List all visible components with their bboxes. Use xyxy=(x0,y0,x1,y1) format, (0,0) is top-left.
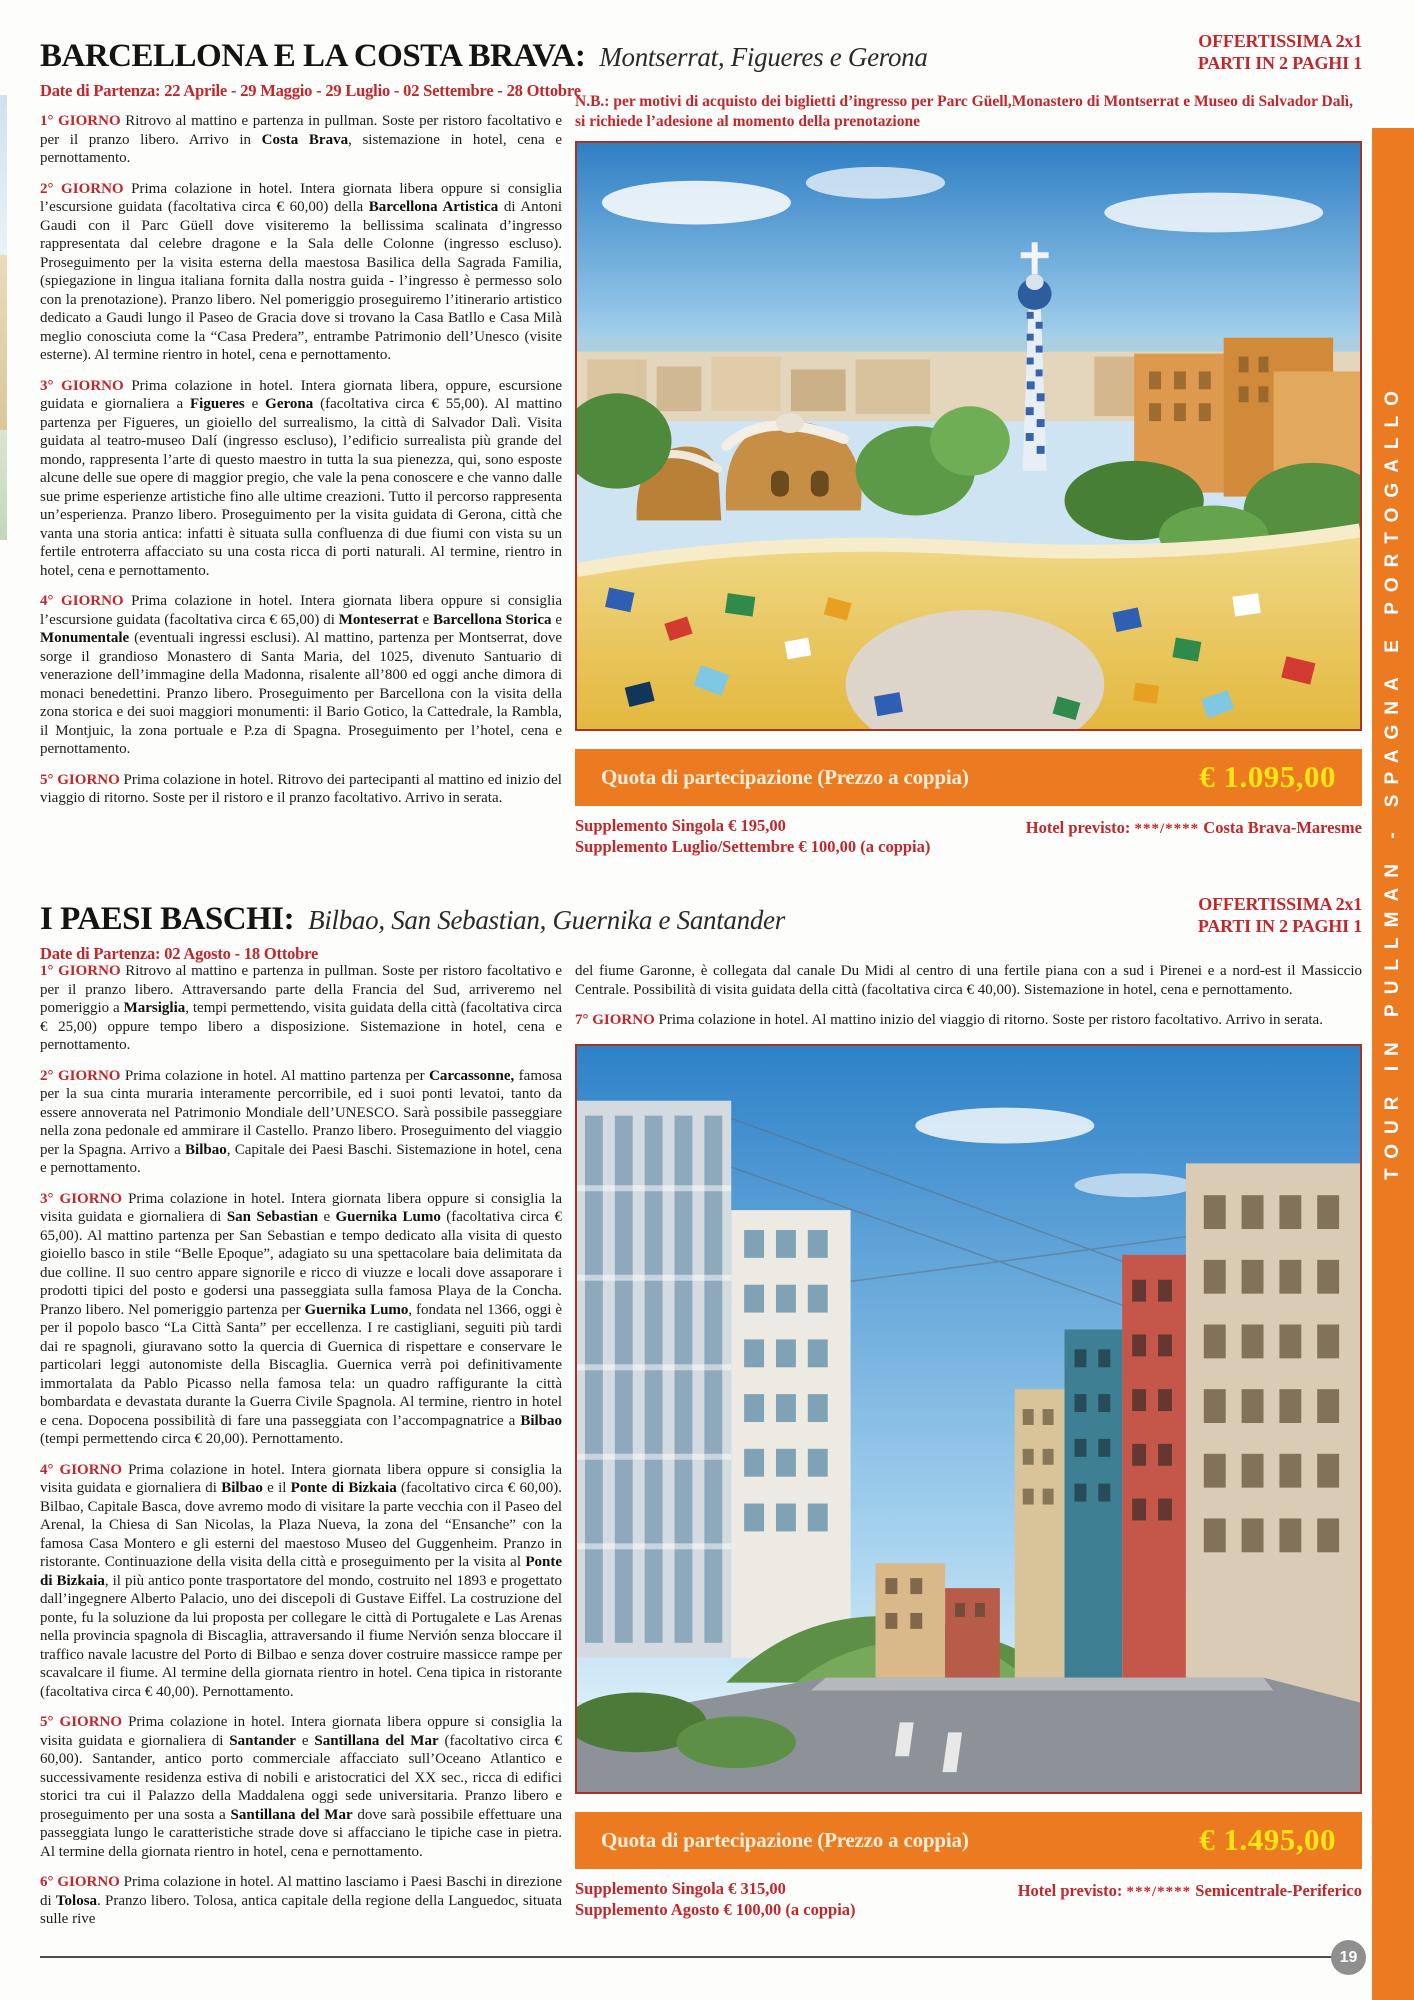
day-paragraph: 4° GIORNO Prima colazione in hotel. Intera giornata libera oppure si consiglia la visita guidata e giornaliera di Bilbao e il Ponte di Bizkaia (facoltativo circa € 60,00). Bilbao, Capitale Basca, dove avremo modo di visitare la parte vecchia con il Paseo del Arenal, la Chiesa di San Nicolas, la Plaza Nueva, la zona del “Ensanche” con la famosa Casa Montero e gli esterni del maestoso Museo del Guggenheim. Pranzo in ristorante. Continuazione della visita della città e proseguimento per la visita al Ponte di Bizkaia, il più antico ponte trasportatore del mondo, costruito nel 1893 e progettato dall’ingegnere Alberto Palacio, uno dei discepoli di Gustave Eiffel. La costruzione del ponte, fu la soluzione da lui proposta per collegare le città di Portugalete e Las Arenas nella provincia spagnola di Biscaglia, attraversando il fiume Nervión senza bloccare il traffico navale lacustre del Porto di Bilbao e senza dover costruire massicce rampe per scavalcare il fiume. Al termine della giornata rientro in hotel. Cena tipica in ristorante (facoltativa circa € 40,00). Pernottamento. xyxy=(40,1461,562,1700)
gaudi-pavilion xyxy=(637,413,862,520)
supplements-barcellona xyxy=(575,815,1362,857)
day-label: 3° GIORNO xyxy=(40,377,132,394)
left-edge-sliver xyxy=(0,95,7,255)
hotel-value: Costa Brava-Maresme xyxy=(1203,818,1362,837)
price-value: € 1.095,00 xyxy=(1199,759,1336,795)
day-paragraph: 3° GIORNO Prima colazione in hotel. Intera giornata libera, oppure, escursione guidata e giornaliera a Figueres e Gerona (facoltativa circa € 55,00). Al mattino partenza per Figueres, un gioiello del surrealismo, la città di Salvador Dalì. Visita guidata al teatro-museo Dalí (ingresso escluso), l’edificio surrealista più grande del mondo, rappresenta l’arte di questo maestro in tutta la sua pienezza, qui, sono esposte alcune delle sue opere di maggior pregio, che vale la pena conoscere e che vanno dalle sue prime esperienze artistiche fino alle ultime creazioni. Tutto il percorso rappresenta un’esperienza. Pranzo libero. Proseguimento per la visita guidata di Gerona, città che vanta una storia antica: infatti è situata sulla confluenza di due fiumi con vista su un fertile entroterra affacciato su una costa ricca di porti naturali. Al termine, rientro in hotel, cena e pernottamento. xyxy=(40,377,562,579)
page-number-badge: 19 xyxy=(1331,1940,1366,1975)
price-bar-paesi-baschi xyxy=(575,1812,1362,1869)
section-subtitle: Bilbao, San Sebastian, Guernika e Santander xyxy=(308,905,785,935)
day-paragraph: 7° GIORNO Prima colazione in hotel. Al mattino inizio del viaggio di ritorno. Soste per ristoro facoltativo. Arrivo in serata. xyxy=(575,1012,1323,1028)
glass-building xyxy=(577,1100,731,1657)
offer-line: OFFERTISSIMA 2x1 xyxy=(1198,31,1362,51)
price-bar-barcellona xyxy=(575,749,1362,806)
supplement-season: Supplemento Agosto € 100,00 (a coppia) xyxy=(575,1899,856,1919)
departure-dates: Date di Partenza: 02 Agosto - 18 Ottobre xyxy=(40,944,319,963)
day-label: 3° GIORNO xyxy=(40,1190,129,1207)
itinerary-barcellona xyxy=(40,112,562,808)
day-label: 1° GIORNO xyxy=(40,113,126,129)
white-building xyxy=(731,1210,850,1658)
barcellona-right-column xyxy=(575,92,1362,857)
day-paragraph: 2° GIORNO Prima colazione in hotel. Intera giornata libera oppure si consiglia l’escursione guidata (facoltativa circa € 60,00) della Barcellona Artistica di Antoni Gaudi con il Parc Güell dove visiteremo la bellissima scalinata d’ingresso rappresentata dal celebre dragone e la Sala delle Colonne (ingresso escluso). Proseguimento per la visita esterna della maestosa Basilica della Sagrada Familia, (spiegazione in lingua italiana fornita dalla nostra guida - l’ingresso è permesso solo con la prenotazione). Pranzo libero. Nel pomeriggio proseguiremo l’itinerario artistico dedicato a Gaudi lungo il Paseo de Gracia dove si trovano la Casa Batllo e Casa Milà meglio conosciuta come la “Casa Predera”, entrambe Patrimonio dell’Unesco (visite esterne). Al termine rientro in hotel, cena e pernottamento. xyxy=(40,180,562,363)
day-paragraph: 5° GIORNO Prima colazione in hotel. Intera giornata libera oppure si consiglia la visita guidata e giornaliera di Santander e Santillana del Mar (facoltativo circa € 60,00). Santander, antico porto commerciale affacciato sull’Oceano Atlantico e successivamente residenza estiva di nobili e aristocratici del XX sec., ricca di edifici storici tra cui il Palazzo della Maddalena oggi sede universitaria. Pranzo libero e proseguimento per una sosta a Santillana del Mar dove sarà possibile effettuare una passeggiata lungo le caratteristiche strade dove si affacciano le tipiche case in pietra. Al termine della giornata rientro in hotel, cena e pernottamento. xyxy=(40,1714,562,1860)
hotel-info xyxy=(1018,1878,1362,1903)
departure-dates: Date di Partenza: 22 Aprile - 29 Maggio - 29 Luglio - 02 Settembre - 28 Ottobre xyxy=(40,81,581,100)
day-paragraph: del fiume Garonne, è collegata dal canale Du Midi al centro di una fertile piana con a sud i Pirenei e a nord-est il Massiccio Centrale. Possibilità di visita guidata della città (facoltativa circa € 40,00). Sistemazione in hotel, cena e pernottamento. xyxy=(575,963,1362,998)
hotel-stars: ***/**** xyxy=(1126,1883,1192,1900)
supplement-single: Supplemento Singola € 195,00 xyxy=(575,816,786,835)
supplement-season: Supplemento Luglio/Settembre € 100,00 (a coppia) xyxy=(575,837,931,856)
itinerary-paesi-baschi-right xyxy=(575,962,1362,1030)
offer-line: PARTI IN 2 PAGHI 1 xyxy=(1197,53,1362,73)
day-label: 7° GIORNO xyxy=(575,1012,659,1028)
price-label: Quota di partecipazione (Prezzo a coppia) xyxy=(601,1827,969,1852)
hotel-label: Hotel previsto: xyxy=(1025,818,1131,837)
side-tab xyxy=(1372,128,1414,2000)
day-label: 6° GIORNO xyxy=(40,1874,124,1890)
hotel-info xyxy=(1026,815,1362,840)
day-label: 2° GIORNO xyxy=(40,180,132,197)
offer-line: OFFERTISSIMA 2x1 xyxy=(1198,894,1362,914)
photo-parc-guell xyxy=(575,141,1362,731)
booking-note: N.B.: per motivi di acquisto dei biglietti d’ingresso per Parc Güell,Monastero di Montserrat e Museo di Salvador Dalì, si richiede l’adesione al momento della prenotazione xyxy=(575,93,1353,130)
price-label: Quota di partecipazione (Prezzo a coppia) xyxy=(601,765,969,790)
section-paesi-baschi-header xyxy=(40,901,785,964)
day-paragraph: 1° GIORNO Ritrovo al mattino e partenza in pullman. Soste per ristoro facoltativo e per il pranzo libero. Arrivo in Costa Brava, sistemazione in hotel, cena e pernottamento. xyxy=(40,113,562,166)
day-label: 5° GIORNO xyxy=(40,771,124,788)
offer-badge xyxy=(1198,30,1362,74)
itinerary-paesi-baschi-left xyxy=(40,962,562,1929)
day-paragraph: 4° GIORNO Prima colazione in hotel. Intera giornata libera oppure si consiglia l’escursione guidata (facoltativa circa € 65,00) di Monteserrat e Barcellona Storica e Monumentale (eventuali ingressi esclusi). Al mattino, partenza per Montserrat, dove sorge il grandioso Monastero di Santa Maria, del 1025, divenuto Santuario di venerazione dell’immagine della Madonna, risalente all’800 ed oggi anche dimora di monaci benedettini. Pranzo libero. Proseguimento per Barcellona con la visita della zona storica e dei suoi maggiori monumenti: il Bario Gotico, la Cattedrale, la Rambla, il Montjuic, la zona portuale e P.za di Spagna. Proseguimento per l’hotel, cena e pernottamento. xyxy=(40,593,562,757)
hotel-label: Hotel previsto: xyxy=(1017,1880,1123,1900)
day-label: 2° GIORNO xyxy=(40,1067,125,1084)
section-title: BARCELLONA E LA COSTA BRAVA: xyxy=(40,38,586,74)
day-label: 5° GIORNO xyxy=(40,1714,129,1730)
left-edge-sliver xyxy=(0,255,7,430)
day-paragraph: 6° GIORNO Prima colazione in hotel. Al mattino lasciamo i Paesi Baschi in direzione di Tolosa. Pranzo libero. Tolosa, antica capitale della regione della Languedoc, situata sulle rive xyxy=(40,1874,562,1927)
footer-rule xyxy=(40,1956,1332,1958)
offer-badge xyxy=(1198,893,1362,937)
day-label: 4° GIORNO xyxy=(40,1461,129,1478)
supplements xyxy=(575,1878,856,1920)
day-label: 1° GIORNO xyxy=(40,963,126,979)
day-paragraph: 3° GIORNO Prima colazione in hotel. Intera giornata libera oppure si consiglia la visita guidata e giornaliera di San Sebastian e Guernika Lumo (facoltativa circa € 65,00). Al mattino partenza per San Sebastian e tempo dedicato alla visita di questo gioiello basco in stile “Belle Epoque”, adagiato su una spettacolare baia delimitata da due colline. Il suo centro appare signorile e ricco di viuzze e locali dove assaporare i prodotti tipici del posto e godersi una passeggiata sulla famosa Playa de la Concha. Pranzo libero. Nel pomeriggio partenza per Guernika Lumo, fondata nel 1366, oggi è per il popolo basco “La Città Santa” per eccellenza. I re castigliani, seguiti più tardi dai re spagnoli, giuravano sotto la quercia di Guernica di rispettare e conservare le particolari leggi autonomiste della Biscaglia. Guernica verrà poi definitivamente immortalata da Pablo Picasso nella famosa tela: un quadro raffigurante la città bombardata e devastata durante la Guerra Civile Spagnola. Al termine, rientro in hotel e cena. Dopocena possibilità di fare una passeggiata con l’accompagnatrice a Bilbao (tempi permettendo circa € 20,00). Pernottamento. xyxy=(40,1190,562,1447)
supplement-single: Supplemento Singola € 315,00 xyxy=(575,1878,786,1898)
hotel-stars: ***/**** xyxy=(1134,821,1200,837)
offer-line: PARTI IN 2 PAGHI 1 xyxy=(1197,916,1362,936)
photo-bilbao-street xyxy=(575,1044,1362,1794)
supplements-paesi-baschi xyxy=(575,1878,1362,1920)
side-tab-label: TOUR IN PULLMAN - SPAGNA E PORTOGALLO xyxy=(1382,381,1403,1180)
price-value: € 1.495,00 xyxy=(1199,1821,1336,1857)
left-edge-sliver xyxy=(0,430,7,540)
day-paragraph: 1° GIORNO Ritrovo al mattino e partenza in pullman. Soste per ristoro facoltativo e per il pranzo libero. Attraversando parte della Francia del Sud, arriveremo nel pomeriggio a Marsiglia, tempi permettendo, visita guidata della città (facoltativa circa € 25,00) oppure tempo libero a disposizione. Sistemazione in hotel, cena e pernottamento. xyxy=(40,963,562,1053)
paesi-baschi-right-column xyxy=(575,962,1362,1920)
section-title: I PAESI BASCHI: xyxy=(40,901,295,937)
day-label: 4° GIORNO xyxy=(40,593,132,609)
supplements xyxy=(575,815,930,857)
day-paragraph: 5° GIORNO Prima colazione in hotel. Ritrovo dei partecipanti al mattino ed inizio del viaggio di ritorno. Soste per il ristoro e il pranzo facoltativo. Arrivo in serata. xyxy=(40,771,562,806)
section-subtitle: Montserrat, Figueres e Gerona xyxy=(599,42,928,72)
hotel-value: Semicentrale-Periferico xyxy=(1195,1880,1362,1900)
day-paragraph: 2° GIORNO Prima colazione in hotel. Al mattino partenza per Carcassonne, famosa per la sua cinta muraria interamente percorribile, ed i suoi ponti levatoi, tanto da essere annoverata nel Patrimonio Mondiale dell’UNESCO. Sarà possibile passeggiare nella zona pedonale ed ammirare il Castello. Pranzo libero. Proseguimento del viaggio per la Spagna. Arrivo a Bilbao, Capitale dei Paesi Baschi. Sistemazione in hotel, cena e pernottamento. xyxy=(40,1067,562,1176)
